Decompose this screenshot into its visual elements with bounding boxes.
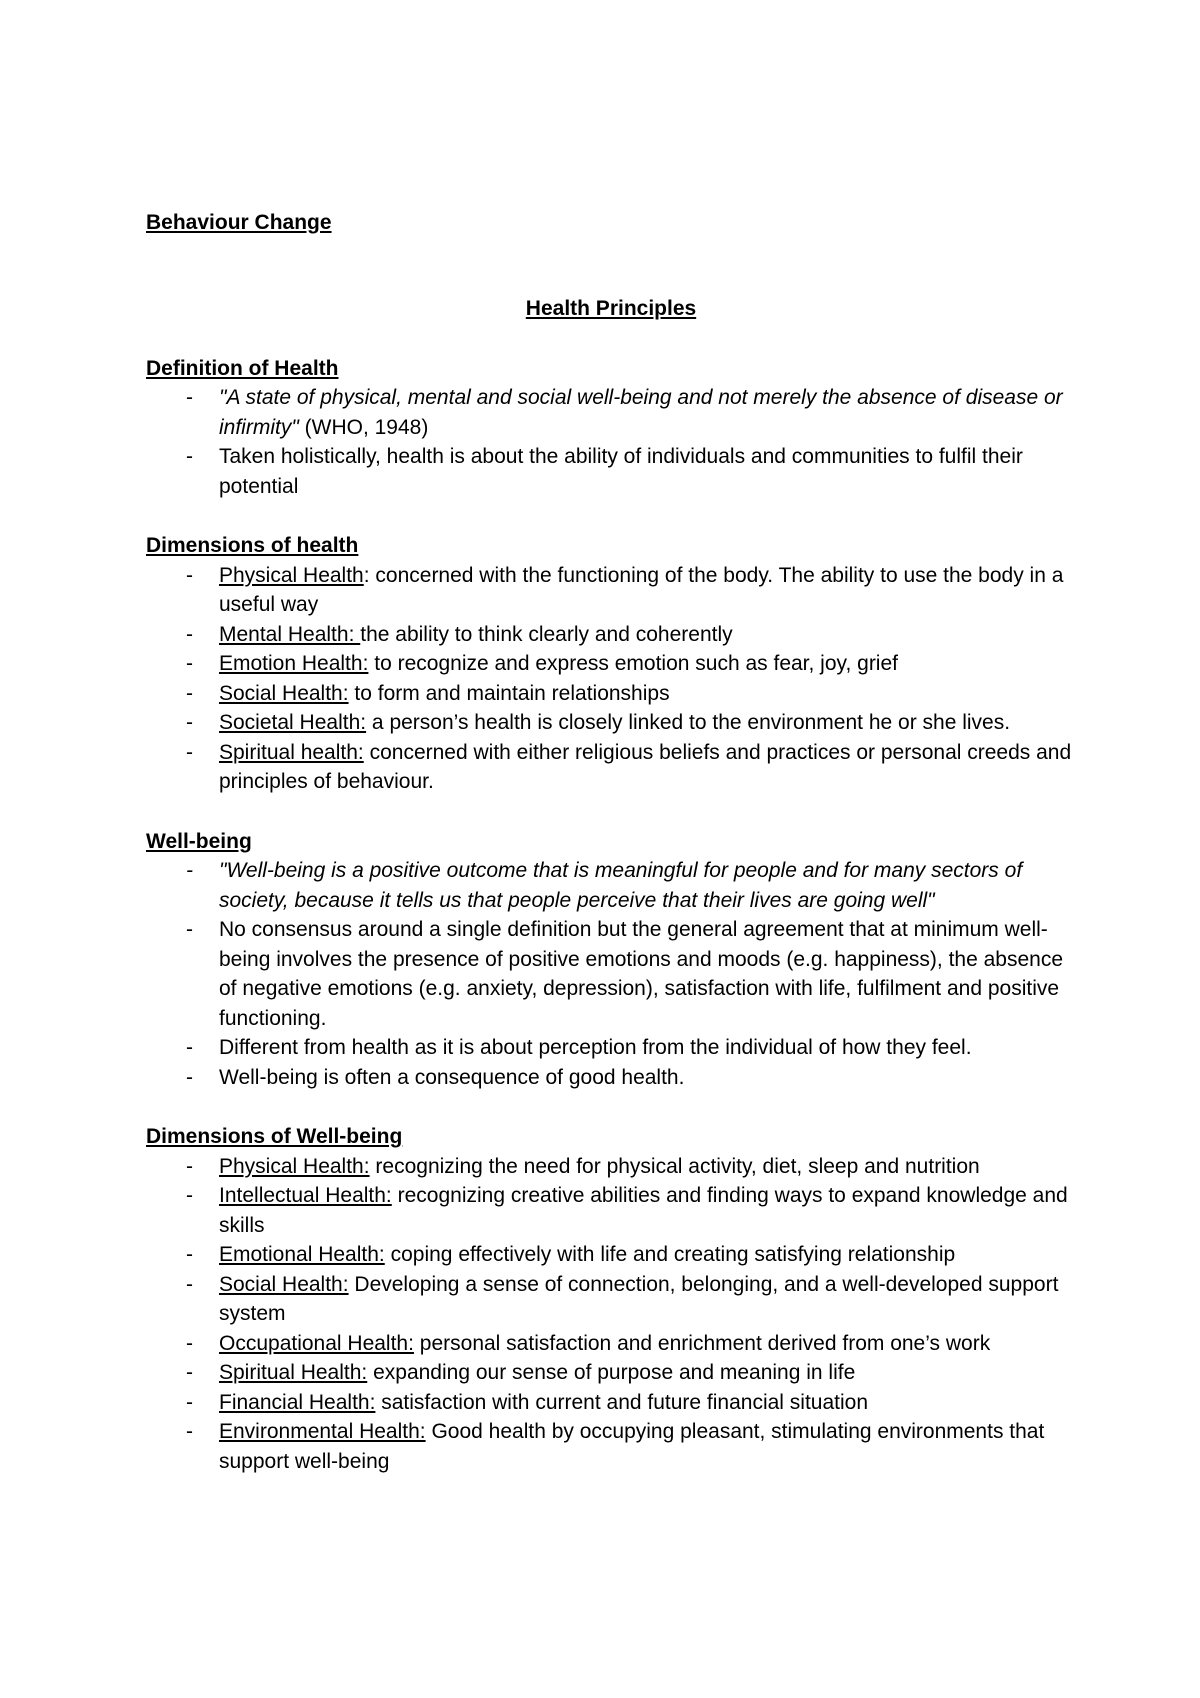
section-title: Well-being xyxy=(146,829,252,853)
term-label: Financial Health: xyxy=(219,1390,376,1414)
term-description: to form and maintain relationships xyxy=(348,681,670,705)
term-label: Physical Health xyxy=(219,563,364,587)
list-item xyxy=(146,708,1076,738)
term-label: Mental Health: xyxy=(219,622,361,646)
term-description: expanding our sense of purpose and meaning in life xyxy=(367,1361,856,1384)
term-description: to recognize and express emotion such as fear, joy, grief xyxy=(368,652,898,675)
term-label: Spiritual health: xyxy=(219,740,364,764)
section-title: Dimensions of health xyxy=(146,534,359,557)
wellbeing-list xyxy=(146,856,1076,1092)
term-label: Occupational Health: xyxy=(219,1331,414,1355)
term-label: Intellectual Health: xyxy=(219,1184,392,1207)
list-item xyxy=(146,1270,1076,1329)
list-item xyxy=(146,1329,1076,1359)
page-title: Health Principles xyxy=(525,297,697,320)
term-label: Emotional Health: xyxy=(219,1243,385,1266)
term-label: Societal Health: xyxy=(219,711,367,734)
document-page xyxy=(146,208,1076,1506)
list-item: - Different from health as it is about perception from the individual of how they feel. xyxy=(146,1033,1076,1063)
dimensions-health-list xyxy=(146,561,1076,797)
section-dimensions-of-health xyxy=(146,531,1076,797)
list-item xyxy=(146,738,1076,797)
term-label: Physical Health: xyxy=(219,1154,370,1178)
term-label: Social Health: xyxy=(219,1272,349,1296)
term-description: a person’s health is closely linked to the environment he or she lives. xyxy=(366,711,1011,734)
list-item: - Well-being is often a consequence of good health. xyxy=(146,1063,1076,1093)
term-description: concerned with either religious beliefs and practices or personal creeds and principles of behaviour. xyxy=(219,740,1072,793)
term-description: satisfaction with current and future financial situation xyxy=(375,1390,869,1414)
document-title: Behaviour Change xyxy=(146,211,332,234)
list-item xyxy=(146,1181,1076,1240)
term-label: Environmental Health: xyxy=(219,1420,426,1443)
list-item xyxy=(146,620,1076,650)
term-description: : concerned with the functioning of the body. The ability to use the body in a useful way xyxy=(219,563,1064,616)
list-item xyxy=(146,1240,1076,1270)
list-item xyxy=(146,1417,1076,1476)
term-description: Good health by occupying pleasant, stimulating environments that support well-being xyxy=(219,1420,1045,1473)
list-item xyxy=(146,383,1076,442)
term-description: recognizing creative abilities and finding ways to expand knowledge and skills xyxy=(219,1184,1068,1237)
list-item xyxy=(146,649,1076,679)
term-label: Emotion Health: xyxy=(219,652,369,675)
list-item xyxy=(146,1358,1076,1388)
section-definition-of-health xyxy=(146,354,1076,502)
term-description: recognizing the need for physical activity, diet, sleep and nutrition xyxy=(369,1154,980,1178)
term-description: the ability to think clearly and coherently xyxy=(360,622,733,646)
list-item xyxy=(146,679,1076,709)
term-description: coping effectively with life and creating satisfying relationship xyxy=(384,1243,956,1266)
definition-list xyxy=(146,383,1076,501)
term-description: personal satisfaction and enrichment derived from one’s work xyxy=(413,1331,991,1355)
list-item: - Taken holistically, health is about the ability of individuals and communities to fulfil their potential xyxy=(146,442,1076,501)
section-title: Definition of Health xyxy=(146,356,339,380)
term-label: Social Health: xyxy=(219,681,349,705)
list-item xyxy=(146,1388,1076,1418)
list-item xyxy=(146,561,1076,620)
list-item: - "Well-being is a positive outcome that is meaningful for people and for many sectors of society, because it tells us that people perceive that their lives are going well" xyxy=(146,856,1076,915)
term-description: Developing a sense of connection, belonging, and a well-developed support system xyxy=(219,1272,1059,1325)
who-citation: (WHO, 1948) xyxy=(298,415,429,439)
section-well-being xyxy=(146,827,1076,1093)
who-quote: "A state of physical, mental and social well-being and not merely the absence of disease or infirmity" xyxy=(219,386,1063,439)
dimensions-wellbeing-list xyxy=(146,1152,1076,1477)
term-label: Spiritual Health: xyxy=(219,1361,368,1384)
section-title: Dimensions of Well-being xyxy=(146,1125,403,1148)
list-item xyxy=(146,1152,1076,1182)
section-dimensions-of-well-being xyxy=(146,1122,1076,1476)
list-item: - No consensus around a single definition but the general agreement that at minimum well-being involves the presence of positive emotions and moods (e.g. happiness), the absence of negative emotions (e.g. anxiety, depression), satisfaction with life, fulfilment and positive functioning. xyxy=(146,915,1076,1033)
